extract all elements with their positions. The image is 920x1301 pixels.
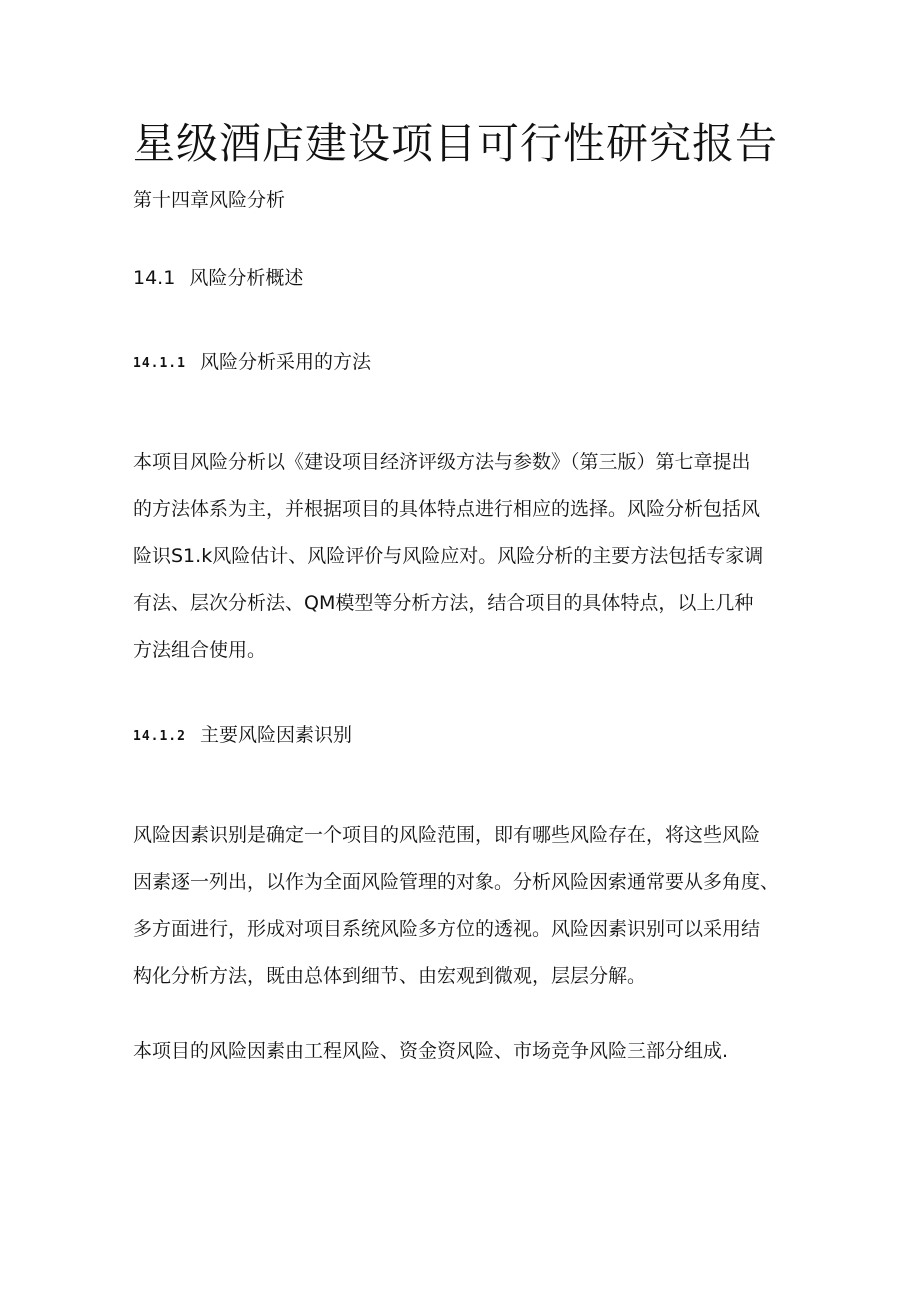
paragraph-line: 因素逐一列出，以作为全面风险管理的对象。分析风险因索通常要从多角度、 bbox=[133, 871, 780, 893]
paragraph-line: 多方面进行，形成对项目系统风险多方位的透视。风险因素识别可以采用结 bbox=[133, 918, 761, 940]
paragraph-line: 构化分析方法，既由总体到细节、由宏观到微观，层层分解。 bbox=[133, 965, 647, 987]
paragraph-line: 本项目的风险因素由工程风险、资金资风险、市场竞争风险三部分组成. bbox=[133, 1040, 729, 1062]
section-title: 风险分析概述 bbox=[189, 267, 304, 289]
document-title: 星级酒店建设项目可行性研究报告 bbox=[133, 119, 779, 168]
paragraph-risk-composition bbox=[133, 1036, 793, 1083]
paragraph-line: 险识S1.k风险估计、风险评价与风险应对。风险分析的主要方法包括专家调 bbox=[133, 545, 764, 567]
paragraph-line: 的方法体系为主，并根据项目的具体特点进行相应的选择。风险分析包括风 bbox=[133, 498, 761, 520]
paragraph-risk-identification bbox=[133, 820, 793, 1008]
paragraph-risk-methods bbox=[133, 447, 793, 682]
paragraph-line: 方法组合使用。 bbox=[133, 639, 267, 661]
section-number: 14.1 bbox=[133, 267, 176, 289]
paragraph-line: 本项目风险分析以《建设项目经济评级方法与参数》（第三版）第七章提出 bbox=[133, 451, 751, 473]
subsection-title-2: 主要风险因素识别 bbox=[199, 724, 352, 746]
paragraph-line: 有法、层次分析法、QM模型等分析方法，结合项目的具体特点，以上几种 bbox=[133, 592, 754, 614]
subsection-heading-1 bbox=[133, 349, 371, 377]
paragraph-line: 风险因素识别是确定一个项目的风险范围，即有哪些风险存在，将这些风险 bbox=[133, 824, 761, 846]
chapter-heading: 第十四章风险分析 bbox=[133, 189, 286, 211]
subsection-number-2: 14.1.2 bbox=[133, 729, 186, 744]
subsection-heading-2 bbox=[133, 722, 352, 750]
section-heading bbox=[133, 265, 303, 291]
subsection-title-1: 风险分析采用的方法 bbox=[199, 351, 371, 373]
subsection-number-1: 14.1.1 bbox=[133, 356, 186, 371]
